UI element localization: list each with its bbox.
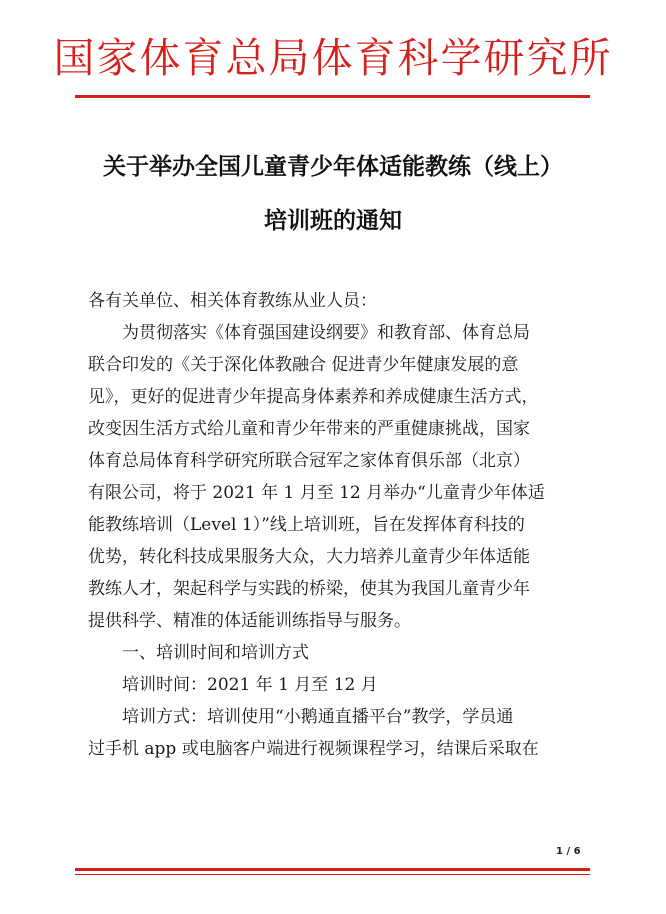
- paragraph-line: 优势，转化科技成果服务大众，大力培养儿童青少年体适能: [88, 547, 530, 567]
- training-time: 培训时间：2021 年 1 月至 12 月: [122, 675, 378, 695]
- paragraph-line: 改变因生活方式给儿童和青少年带来的严重健康挑战，国家: [88, 419, 530, 439]
- paragraph-line: 能教练培训（Level 1）”线上培训班，旨在发挥体育科技的: [88, 515, 525, 535]
- training-method: 培训方式：培训使用“小鹅通直播平台”教学，学员通: [122, 707, 514, 727]
- paragraph-line: 为贯彻落实《体育强国建设纲要》和教育部、体育总局: [122, 323, 530, 343]
- footer-red-rule-thin: [75, 874, 590, 875]
- paragraph-line: 体育总局体育科学研究所联合冠军之家体育俱乐部（北京）: [88, 451, 530, 471]
- section-heading: 一、培训时间和培训方式: [122, 643, 309, 663]
- paragraph-line: 提供科学、精准的体适能训练指导与服务。: [88, 611, 411, 631]
- salutation: 各有关单位、相关体育教练从业人员：: [88, 291, 377, 311]
- paragraph-line: 教练人才，架起科学与实践的桥梁，使其为我国儿童青少年: [88, 579, 530, 599]
- header-red-rule: [75, 95, 590, 98]
- notice-title-line-2: 培训班的通知: [264, 207, 402, 234]
- page-number: 1 / 6: [556, 846, 581, 857]
- paragraph-line: 见》，更好的促进青少年提高身体素养和养成健康生活方式，: [88, 387, 539, 407]
- paragraph-line: 过手机 app 或电脑客户端进行视频课程学习，结课后采取在: [88, 739, 539, 759]
- organization-header: 国家体育总局体育科学研究所: [53, 34, 613, 82]
- paragraph-line: 有限公司，将于 2021 年 1 月至 12 月举办“儿童青少年体适: [88, 483, 545, 503]
- paragraph-line: 联合印发的《关于深化体教融合 促进青少年健康发展的意: [88, 355, 519, 375]
- footer-red-rule: [75, 868, 590, 871]
- notice-title-line-1: 关于举办全国儿童青少年体适能教练（线上）: [103, 153, 563, 180]
